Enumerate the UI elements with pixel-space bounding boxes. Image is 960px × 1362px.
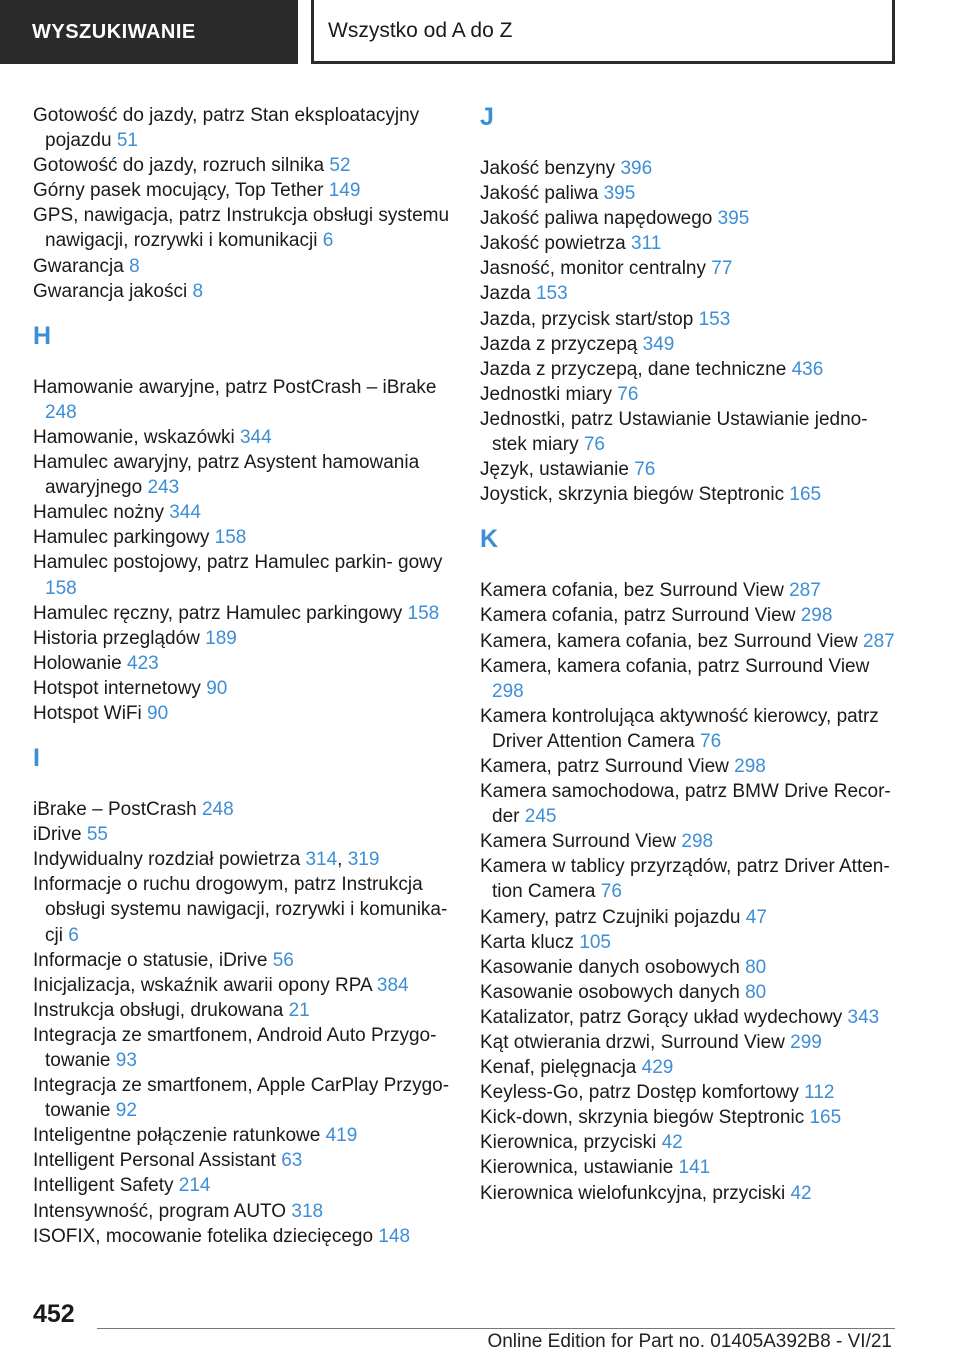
- index-entry-text: Jakość paliwa: [480, 183, 604, 205]
- index-entry-text: Kasowanie danych osobowych: [480, 956, 746, 978]
- index-entry-text: Kick-down, skrzynia biegów Steptronic: [480, 1107, 810, 1129]
- index-entry: [480, 1130, 900, 1155]
- page-reference-link[interactable]: 93: [115, 1050, 137, 1071]
- index-entry-text: Kierownica, ustawianie: [480, 1157, 679, 1179]
- page-reference-link[interactable]: 395: [717, 208, 750, 230]
- edition-footer: Online Edition for Part no. 01405A392B8 - VI/21: [487, 1331, 892, 1352]
- page-reference-link[interactable]: 287: [863, 630, 895, 652]
- page-reference-link[interactable]: 21: [288, 999, 310, 1021]
- index-entry-text: Indywidualny rozdział powietrza: [33, 849, 306, 871]
- page-reference-link[interactable]: 384: [376, 974, 409, 996]
- page-reference-link[interactable]: 318: [291, 1200, 324, 1222]
- index-entry: [33, 1073, 453, 1123]
- page-reference-link[interactable]: 77: [711, 258, 733, 280]
- index-column-left: [33, 103, 453, 1249]
- index-entry: [480, 407, 900, 457]
- index-entry: [33, 601, 453, 626]
- index-entry: [33, 1023, 453, 1073]
- index-entry-text: Kamera, patrz Surround View: [480, 755, 735, 777]
- index-entry-text: Hamulec awaryjny, patrz Asystent hamowania awaryjnego: [33, 452, 420, 499]
- index-entry: [480, 754, 900, 779]
- index-entry: [480, 457, 900, 482]
- index-entry: [33, 701, 453, 726]
- page-header: [0, 0, 960, 66]
- index-entry-text: Kenaf, pielęgnacja: [480, 1057, 642, 1079]
- page-reference-link[interactable]: 105: [579, 931, 611, 953]
- page-reference-link[interactable]: 55: [86, 824, 108, 846]
- index-entry-text: Jazda z przyczepą: [480, 333, 643, 355]
- page-reference-link[interactable]: 6: [322, 230, 334, 252]
- index-entry-text: Hamowanie awaryjne, patrz PostCrash – iBrake: [33, 376, 437, 398]
- index-entry: [480, 332, 900, 357]
- index-entry: [33, 651, 453, 676]
- index-entry: [33, 998, 453, 1023]
- page-reference-link[interactable]: 76: [600, 881, 622, 903]
- index-entry: Indywidualny rozdział powietrza 314, 319: [33, 849, 380, 871]
- page-reference-link[interactable]: 248: [201, 799, 234, 821]
- page-reference-link[interactable]: 158: [45, 577, 77, 599]
- index-entry-text: Hotspot WiFi: [33, 702, 148, 724]
- index-entry-text: Jakość paliwa napędowego: [480, 208, 718, 230]
- index-entry-text: Język, ustawianie: [480, 459, 635, 481]
- index-entry: [480, 1181, 900, 1206]
- index-entry: [480, 629, 900, 654]
- page-reference-link[interactable]: 248: [45, 401, 77, 423]
- page-reference-link[interactable]: 47: [745, 906, 767, 928]
- page-reference-link[interactable]: 419: [325, 1125, 358, 1147]
- index-entry-text: Hamowanie, wskazówki: [33, 426, 240, 448]
- index-entry: [33, 450, 453, 500]
- index-entry-text: Kierownica, przyciski: [480, 1132, 662, 1154]
- index-entry-text: Kamery, patrz Czujniki pojazdu: [480, 906, 746, 928]
- index-entry: [33, 822, 453, 847]
- index-entry: [33, 500, 453, 525]
- index-entry: [33, 178, 453, 203]
- index-entry-text: Integracja ze smartfonem, Android Auto Przygo‐ towanie: [33, 1024, 437, 1071]
- index-entry-text: Jednostki, patrz Ustawianie Ustawianie jedno‐ stek miary: [480, 408, 868, 456]
- index-entry: [33, 279, 453, 304]
- index-entry: [480, 578, 900, 603]
- page-reference-link[interactable]: 149: [328, 180, 361, 202]
- index-entry-text: Keyless-Go, patrz Dostęp komfortowy: [480, 1082, 805, 1104]
- page-reference-link[interactable]: 395: [603, 183, 636, 205]
- index-entry: [480, 1055, 900, 1080]
- index-entry-text: Kamera, kamera cofania, bez Surround View: [480, 630, 864, 652]
- page-reference-link[interactable]: 314: [305, 849, 338, 871]
- page-reference-link[interactable]: 8: [129, 255, 140, 277]
- section-tab: WYSZUKIWANIE: [0, 0, 298, 64]
- page-reference-link[interactable]: 423: [127, 652, 159, 674]
- index-entry-text: Jasność, monitor centralny: [480, 258, 712, 280]
- page-reference-link[interactable]: 243: [147, 477, 180, 499]
- index-entry: [480, 256, 900, 281]
- index-entry: [480, 1030, 900, 1055]
- index-entry: [33, 1148, 453, 1173]
- index-entry: [33, 797, 453, 822]
- page-reference-link[interactable]: 214: [178, 1175, 211, 1197]
- index-entry-text: Jednostki miary: [480, 383, 618, 405]
- index-entry-text: Inicjalizacja, wskaźnik awarii opony RPA: [33, 974, 377, 996]
- index-entry-text: Kasowanie osobowych danych: [480, 981, 746, 1003]
- index-entry-text: Joystick, skrzynia biegów Steptronic: [480, 484, 790, 506]
- index-entry: [480, 603, 900, 628]
- index-entry: [33, 550, 453, 600]
- page-reference-link[interactable]: 51: [116, 130, 138, 152]
- page-reference-link[interactable]: 112: [804, 1082, 835, 1104]
- index-entry-text: Kamera kontrolująca aktywność kierowcy, patrz Driver Attention Camera: [480, 705, 879, 752]
- page-reference-link[interactable]: 429: [641, 1057, 674, 1079]
- index-entry-text: Jazda z przyczepą, dane techniczne: [480, 358, 792, 380]
- index-letter-heading: H: [33, 321, 52, 350]
- index-entry-text: Kamera cofania, bez Surround View: [480, 580, 790, 602]
- page-reference-link[interactable]: 148: [378, 1225, 411, 1247]
- index-entry: [33, 425, 453, 450]
- page-reference-link[interactable]: 76: [617, 383, 639, 405]
- page-reference-link[interactable]: 319: [347, 849, 380, 871]
- page-reference-link[interactable]: 42: [790, 1182, 812, 1204]
- index-entry: [480, 1155, 900, 1180]
- page-reference-link[interactable]: 158: [214, 527, 247, 549]
- index-entry-text: Hamulec nożny: [33, 502, 170, 524]
- index-entry-text: Kamera w tablicy przyrządów, patrz Driver Atten‐ tion Camera: [480, 856, 890, 903]
- index-entry-text: Informacje o ruchu drogowym, patrz Instrukcja obsługi systemu nawigacji, rozrywki i komunika‐ cji: [33, 874, 448, 946]
- index-entry: [33, 973, 453, 998]
- page-reference-link[interactable]: 165: [809, 1107, 842, 1129]
- page-reference-link[interactable]: 344: [169, 502, 201, 524]
- index-entry: [480, 281, 900, 306]
- index-entry-text: Intensywność, program AUTO: [33, 1200, 292, 1222]
- page-reference-link[interactable]: 158: [407, 602, 440, 624]
- index-entry: [33, 872, 453, 947]
- chapter-title: Wszystko od A do Z: [311, 0, 895, 64]
- page-reference-link[interactable]: 153: [535, 283, 568, 305]
- index-entry-text: Jazda, przycisk start/stop: [480, 308, 699, 330]
- index-entry: [480, 779, 900, 829]
- index-entry-text: Gwarancja: [33, 255, 130, 277]
- page-reference-link[interactable]: 63: [281, 1150, 303, 1172]
- page-reference-link[interactable]: 90: [206, 677, 228, 699]
- index-entry-text: Hamulec ręczny, patrz Hamulec parkingowy: [33, 602, 408, 624]
- index-entry-text: iBrake – PostCrash: [33, 799, 202, 821]
- index-entry-text: Instrukcja obsługi, drukowana: [33, 999, 289, 1021]
- index-entry: [480, 181, 900, 206]
- index-entry: [480, 1080, 900, 1105]
- page-reference-link[interactable]: 165: [789, 484, 822, 506]
- index-entry: [480, 307, 900, 332]
- index-entry: [33, 626, 453, 651]
- index-entry: [480, 357, 900, 382]
- page-reference-link[interactable]: 343: [847, 1006, 880, 1028]
- index-entry-text: Inteligentne połączenie ratunkowe: [33, 1125, 326, 1147]
- page-reference-link[interactable]: 8: [192, 280, 204, 302]
- index-entry: [480, 905, 900, 930]
- index-entry: [480, 1005, 900, 1030]
- index-entry-text: GPS, nawigacja, patrz Instrukcja obsługi systemu nawigacji, rozrywki i komunikacji: [33, 205, 450, 252]
- index-letter-heading: K: [480, 525, 499, 554]
- page-reference-link[interactable]: 6: [68, 924, 79, 946]
- footer-divider: [97, 1328, 895, 1329]
- index-entry-text: Integracja ze smartfonem, Apple CarPlay Przygo‐ towanie: [33, 1075, 450, 1122]
- index-entry-text: Kierownica wielofunkcyjna, przyciski: [480, 1182, 791, 1204]
- index-entry-text: Intelligent Personal Assistant: [33, 1150, 282, 1172]
- page-reference-link[interactable]: 153: [698, 308, 731, 330]
- index-entry-text: Jazda: [480, 283, 536, 305]
- index-entry-text: Historia przeglądów: [33, 627, 206, 649]
- page-reference-link[interactable]: 56: [272, 949, 294, 971]
- page-reference-link[interactable]: 349: [642, 333, 675, 355]
- index-entry-text: ISOFIX, mocowanie fotelika dziecięcego: [33, 1225, 379, 1247]
- page-reference-link[interactable]: 298: [734, 755, 766, 777]
- index-entry-text: Holowanie: [33, 652, 127, 674]
- page-reference-link[interactable]: 189: [205, 627, 237, 649]
- index-entry: [480, 482, 900, 507]
- index-entry-text: Intelligent Safety: [33, 1175, 179, 1197]
- index-entry-text: Kamera cofania, patrz Surround View: [480, 605, 801, 627]
- page-reference-link[interactable]: 287: [789, 580, 821, 602]
- index-entry-text: Kamera Surround View: [480, 831, 682, 853]
- page-reference-link[interactable]: 141: [678, 1157, 711, 1179]
- index-entry-text: Hamulec postojowy, patrz Hamulec parkin‐ gowy: [33, 552, 443, 574]
- page-reference-link[interactable]: 80: [745, 981, 767, 1003]
- page-reference-link[interactable]: 80: [745, 956, 767, 978]
- index-entry-text: Jakość benzyny: [480, 158, 621, 179]
- index-entry: [33, 1123, 453, 1148]
- index-entry-text: iDrive: [33, 824, 87, 846]
- page-reference-link[interactable]: 76: [583, 434, 605, 456]
- index-entry: [33, 1173, 453, 1198]
- index-entry: [480, 704, 900, 754]
- page-reference-link[interactable]: 90: [147, 702, 169, 724]
- index-column-right: [480, 103, 900, 1206]
- index-entry: [480, 955, 900, 980]
- index-entry: [480, 930, 900, 955]
- index-entry: [480, 382, 900, 407]
- page-reference-link[interactable]: 76: [700, 730, 722, 752]
- index-entry: [33, 203, 453, 253]
- index-entry-text: Katalizator, patrz Gorący układ wydechowy: [480, 1006, 848, 1028]
- page-reference-link[interactable]: 298: [492, 680, 524, 702]
- index-letter-heading: J: [480, 103, 494, 131]
- page-reference-link[interactable]: 92: [115, 1100, 137, 1122]
- page-reference-link[interactable]: 396: [620, 158, 653, 179]
- index-entry-text: Hotspot internetowy: [33, 677, 207, 699]
- page-number: 452: [33, 1300, 75, 1328]
- index-entry: [480, 654, 900, 704]
- index-entry-text: Górny pasek mocujący, Top Tether: [33, 180, 329, 202]
- index-entry-text: Gwarancja jakości: [33, 280, 193, 302]
- index-entry: [33, 525, 453, 550]
- page-reference-link[interactable]: 42: [661, 1132, 683, 1154]
- page-reference-link[interactable]: 76: [634, 459, 656, 481]
- index-entry: [480, 1105, 900, 1130]
- index-entry-text: Kamera, kamera cofania, patrz Surround View: [480, 655, 870, 677]
- index-entry: [33, 676, 453, 701]
- page-reference-link[interactable]: 298: [681, 831, 714, 853]
- index-entry: [480, 980, 900, 1005]
- index-entry: [480, 854, 900, 904]
- page-reference-link[interactable]: 299: [790, 1032, 822, 1053]
- index-entry: [480, 206, 900, 231]
- page-reference-link[interactable]: 344: [239, 426, 272, 448]
- page-reference-link[interactable]: 298: [800, 605, 833, 627]
- index-entry-text: Karta klucz: [480, 931, 580, 953]
- index-entry: [480, 156, 900, 181]
- index-entry: [33, 1199, 453, 1224]
- index-entry: [33, 153, 453, 178]
- page-reference-link[interactable]: 245: [524, 806, 557, 828]
- index-entry-text: Gotowość do jazdy, rozruch silnika: [33, 155, 330, 177]
- index-entry: [480, 829, 900, 854]
- index-entry: [33, 103, 453, 153]
- index-entry: [33, 375, 453, 425]
- index-entry-text: Informacje o statusie, iDrive: [33, 949, 273, 971]
- index-entry-text: Hamulec parkingowy: [33, 527, 215, 549]
- page-reference-link[interactable]: 436: [791, 358, 824, 380]
- index-letter-heading: I: [33, 744, 40, 773]
- index-entry-text: Kamera samochodowa, patrz BMW Drive Recor‐ der: [480, 781, 891, 828]
- index-entry: [33, 1224, 453, 1249]
- index-entry-text: Gotowość do jazdy, patrz Stan eksploatacyjny pojazdu: [33, 105, 420, 152]
- index-entry-text: Jakość powietrza: [480, 233, 632, 255]
- index-entry: [480, 231, 900, 256]
- page-reference-link[interactable]: 52: [329, 155, 351, 177]
- index-entry: [33, 254, 453, 279]
- index-entry-text: Kąt otwierania drzwi, Surround View: [480, 1032, 791, 1053]
- page-reference-link[interactable]: 311: [631, 233, 662, 255]
- index-entry: [33, 948, 453, 973]
